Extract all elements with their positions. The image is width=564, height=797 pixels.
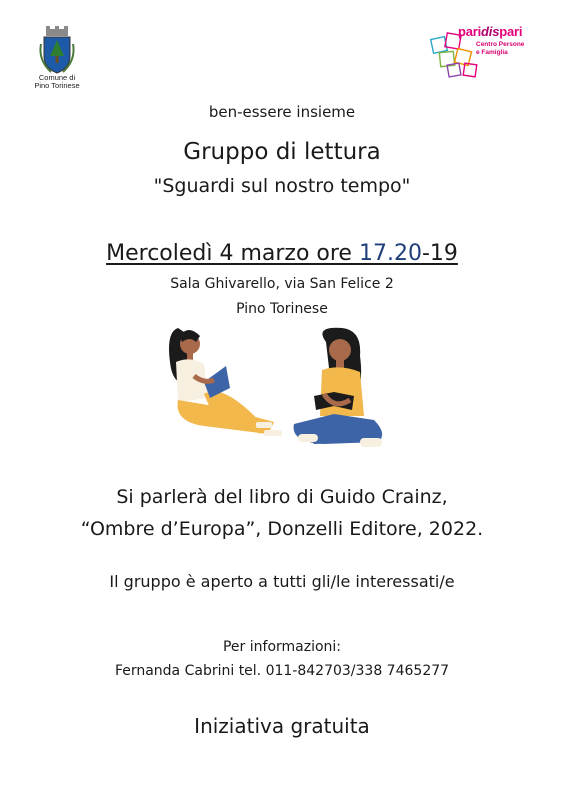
- open-to-all: Il gruppo è aperto a tutti gli/le interessati/e: [109, 572, 455, 591]
- book-line-2: “Ombre d’Europa”, Donzelli Editore, 2022.: [80, 518, 484, 540]
- comune-logo: [28, 26, 86, 90]
- reading-women-illustration: [164, 322, 396, 462]
- comune-caption-line1: Comune di: [38, 73, 76, 82]
- brand-pari-1: pari: [458, 24, 482, 39]
- reading-women-icon: [164, 322, 396, 462]
- woman-right: [294, 328, 383, 447]
- woman-left: [169, 328, 282, 436]
- brand-subtitle: [476, 41, 524, 56]
- event-date-text: Mercoledì 4 marzo ore: [106, 241, 359, 266]
- brand-subtitle-line2: e Famiglia: [476, 48, 508, 56]
- brand-subtitle-line1: Centro Persone: [476, 41, 525, 48]
- brand-pari-2: pari: [499, 24, 523, 39]
- event-town: Pino Torinese: [236, 301, 328, 317]
- contact-details: Fernanda Cabrini tel. 011-842703/338 7465277: [114, 663, 450, 679]
- pari-dis-pari-logo: [430, 22, 540, 82]
- book-line-1: Si parlerà del libro di Guido Crainz,: [116, 486, 448, 508]
- page-subtitle: "Sguardi sul nostro tempo": [153, 175, 411, 197]
- event-date: [0, 241, 564, 266]
- page-title: Gruppo di lettura: [183, 139, 381, 165]
- event-venue: Sala Ghivarello, via San Felice 2: [170, 276, 394, 292]
- comune-caption-line2: Pino Torinese: [34, 81, 80, 90]
- event-time-end: -19: [421, 241, 458, 266]
- coat-of-arms-icon: [37, 26, 77, 74]
- brand-dis: dis: [481, 24, 500, 39]
- event-time-start: 17.20: [358, 241, 422, 266]
- series-label: ben-essere insieme: [208, 103, 356, 121]
- brand-name: [458, 24, 522, 39]
- free-event-note: Iniziativa gratuita: [194, 714, 370, 738]
- contact-label: Per informazioni:: [222, 639, 342, 655]
